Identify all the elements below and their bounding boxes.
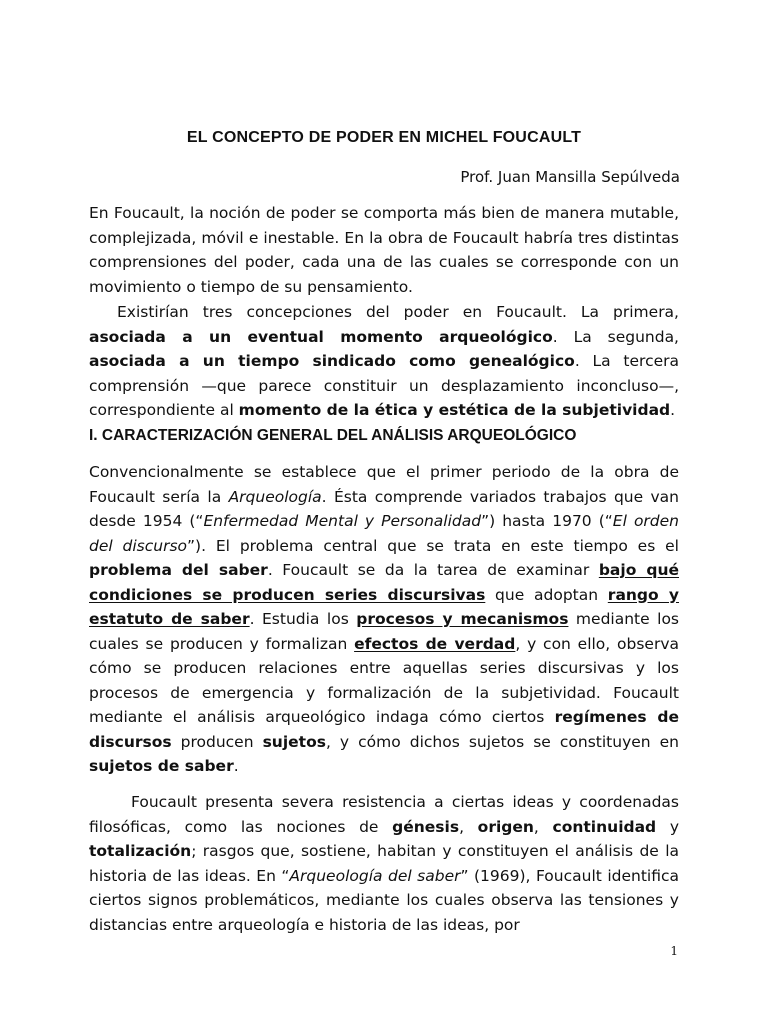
text-run: ”) hasta 1970 (“ (481, 512, 613, 530)
bold-run: génesis (392, 817, 460, 836)
italic-run: Enfermedad Mental y Personalidad (203, 512, 482, 530)
paragraph-resistance (89, 790, 679, 937)
underlined-bold-run: procesos y mecanismos (356, 610, 569, 628)
italic-run: El orden del discurso (89, 512, 679, 555)
italic-run: Arqueología del saber (289, 866, 461, 885)
intro-paragraph: En Foucault, la noción de poder se comporta más bien de manera mutable, complejizada, móvil e inestable. En la obra de Foucault habría tres distintas comprensiones del poder, cada una de las cuales se corresponde con un movimiento o tiempo de su pensamiento. (89, 204, 679, 296)
text-run: . Foucault se da la tarea de examinar (267, 561, 599, 579)
document-title: EL CONCEPTO DE PODER EN MICHEL FOUCAULT (186, 129, 582, 146)
paragraph-conceptions (89, 300, 679, 423)
text-run: . (233, 757, 239, 775)
text-run: Foucault presenta severa resistencia a ciertas ideas y coordenadas filosóficas, como las nociones de (89, 793, 679, 836)
bold-run: asociada a un eventual momento arqueológico (89, 327, 553, 346)
underlined-bold-run: bajo qué condiciones se producen series discursivas (89, 561, 680, 604)
text-run: ”). El problema central que se trata en este tiempo es el (187, 536, 679, 555)
section-heading: I. CARACTERIZACIÓN GENERAL DEL ANÁLISIS ARQUEOLÓGICO (89, 427, 577, 444)
text-run: Convencionalmente se establece que el primer periodo de la obra de Foucault sería la (89, 463, 679, 506)
bold-run: origen (477, 817, 534, 836)
text-run: Existirían tres concepciones del poder en Foucault. La primera, (117, 303, 679, 321)
italic-run: Arqueología (228, 487, 322, 506)
bold-run: problema del saber (89, 561, 268, 579)
underlined-bold-run: efectos de verdad (354, 634, 516, 653)
text-run: . (670, 401, 676, 419)
text-run: . La segunda, (552, 327, 679, 346)
bold-run: totalización (89, 842, 192, 860)
text-run: que adoptan (485, 585, 608, 604)
text-run: . La tercera comprensión —que parece constituir un desplazamiento inconcluso—, correspondiente al (89, 352, 679, 419)
bold-run: continuidad (552, 817, 657, 836)
text-run: producen (171, 732, 263, 751)
paragraph-archaeology (89, 460, 679, 779)
author-line: Prof. Juan Mansilla Sepúlveda (460, 168, 680, 186)
page-number: 1 (670, 944, 678, 958)
text-run: y (656, 817, 680, 836)
underlined-bold-run: rango y estatuto de saber (89, 585, 679, 628)
text-run: ” (1969), Foucault identifica ciertos signos problemáticos, mediante los cuales observa las tensiones y distancias entre arqueología e historia de las ideas, por (89, 866, 679, 934)
bold-run: asociada a un tiempo sindicado como genealógico (89, 352, 575, 370)
text-run: , y con ello, observa cómo se producen relaciones entre aquellas series discursivas y los procesos de emergencia y formalización de la subjetividad. Foucault mediante el análisis arqueológico indaga cómo ciertos (89, 634, 679, 726)
text-run: , y cómo dichos sujetos se constituyen en (325, 732, 679, 751)
bold-run: regímenes de discursos (89, 708, 679, 751)
text-run: . Ésta comprende variados trabajos que van desde 1954 (“ (89, 487, 679, 530)
bold-run: sujetos (262, 732, 326, 751)
text-run: mediante los cuales se producen y formalizan (89, 610, 680, 653)
text-run: , (459, 817, 478, 836)
text-run: ; rasgos que, sostiene, habitan y constituyen el análisis de la historia de las ideas. En “ (89, 842, 679, 885)
text-run: . Estudia los (249, 610, 357, 628)
text-run: , (533, 817, 553, 836)
bold-run: sujetos de saber (89, 757, 234, 775)
bold-run: momento de la ética y estética de la subjetividad (238, 401, 671, 419)
